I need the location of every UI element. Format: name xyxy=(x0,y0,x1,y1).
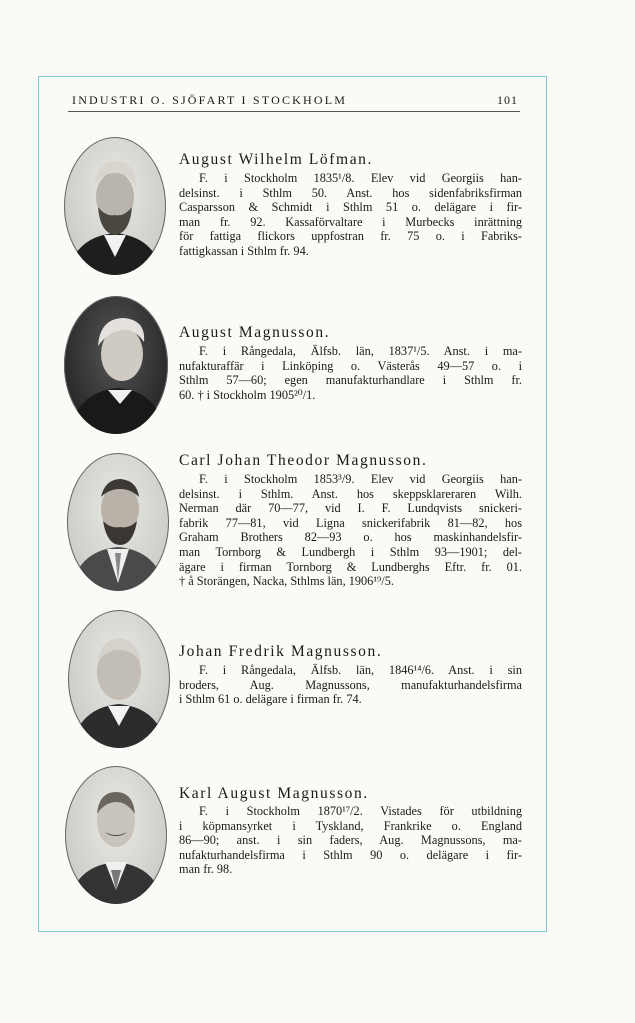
bio-line: man fr. 92. Kassaförvaltare i Murbecks inrättning xyxy=(179,214,522,229)
bio-line: man Tornborg & Lundbergh i Sthlm 93—1901; del- xyxy=(179,544,522,559)
person-name: Johan Fredrik Magnusson. xyxy=(179,643,383,660)
person-name: August Wilhelm Löfman. xyxy=(179,151,374,168)
person-name: Karl August Magnusson. xyxy=(179,785,369,802)
portrait-photo xyxy=(68,610,170,748)
bio-line: F. i Stockholm 1853³/9. Elev vid Georgiis han- xyxy=(199,472,522,486)
bio-line: ägare i firman Tornborg & Lundberghs Eftr. fr. 01. xyxy=(179,559,522,574)
biography-text xyxy=(179,171,522,259)
bio-line: man fr. 98. xyxy=(179,862,233,877)
portrait-photo xyxy=(65,766,167,904)
bio-line: fattigkassan i Sthlm fr. 94. xyxy=(179,243,309,258)
bio-line: broders, Aug. Magnussons, manufakturhandelsfirma xyxy=(179,677,522,692)
bio-line: Graham Brothers 82—93 o. hos maskinhandelsfir- xyxy=(179,530,522,545)
bio-line: i Sthlm 61 o. delägare i firman fr. 74. xyxy=(179,692,362,707)
running-title: INDUSTRI O. SJÖFART I STOCKHOLM xyxy=(72,93,348,107)
bio-line: F. i Rångedala, Älfsb. län, 1837¹/5. Anst. i ma- xyxy=(199,344,522,358)
bio-line: nufakturhandelsfirma i Sthlm 90 o. delägare i fir- xyxy=(179,847,522,862)
portrait-photo xyxy=(64,137,166,275)
portrait-photo xyxy=(67,453,169,591)
biography-text xyxy=(179,344,522,402)
bio-line: F. i Stockholm 1870¹⁷/2. Vistades för utbildning xyxy=(199,804,522,818)
bio-line: Casparsson & Schmidt i Sthlm 51 o. delägare i fir- xyxy=(179,200,522,215)
bio-line: för fattiga flickors uppfostran fr. 75 o. i Fabriks- xyxy=(179,229,522,244)
page-number: 101 xyxy=(497,93,518,107)
running-header xyxy=(72,93,518,109)
person-name: Carl Johan Theodor Magnusson. xyxy=(179,452,428,469)
biography-text xyxy=(179,472,522,589)
person-name: August Magnusson. xyxy=(179,324,331,341)
bio-line: i köpmansyrket i Tyskland, Frankrike o. England xyxy=(179,818,522,833)
bio-line: 86—90; anst. i sin faders, Aug. Magnussons, ma- xyxy=(179,833,522,848)
header-rule xyxy=(68,111,520,112)
bio-line: Sthlm 57—60; egen manufakturhandlare i Sthlm fr. xyxy=(179,373,522,388)
bio-line: fabrik 77—81, vid Ligna snickerifabrik 81—82, hos xyxy=(179,515,522,530)
bio-line: F. i Stockholm 1835¹/8. Elev vid Georgiis han- xyxy=(199,171,522,185)
bio-line: 60. † i Stockholm 1905²⁰/1. xyxy=(179,387,316,402)
bio-line: delsinst. i Sthlm. Anst. hos skeppsklareraren Wilh. xyxy=(179,486,522,501)
bio-line: Nerman där 70—77, vid I. F. Lundqvists snickeri- xyxy=(179,501,522,516)
bio-line: F. i Rångedala, Älfsb. län, 1846¹⁴/6. Anst. i sin xyxy=(199,663,522,677)
bio-line: nufakturaffär i Linköping o. Västerås 49—57 o. i xyxy=(179,358,522,373)
bio-line: delsinst. i Sthlm 50. Anst. hos sidenfabriksfirman xyxy=(179,185,522,200)
portrait-photo xyxy=(64,296,168,434)
bio-line: † å Storängen, Nacka, Sthlms län, 1906¹⁹/5. xyxy=(179,574,394,589)
biography-text xyxy=(179,663,522,707)
biography-text xyxy=(179,804,522,877)
